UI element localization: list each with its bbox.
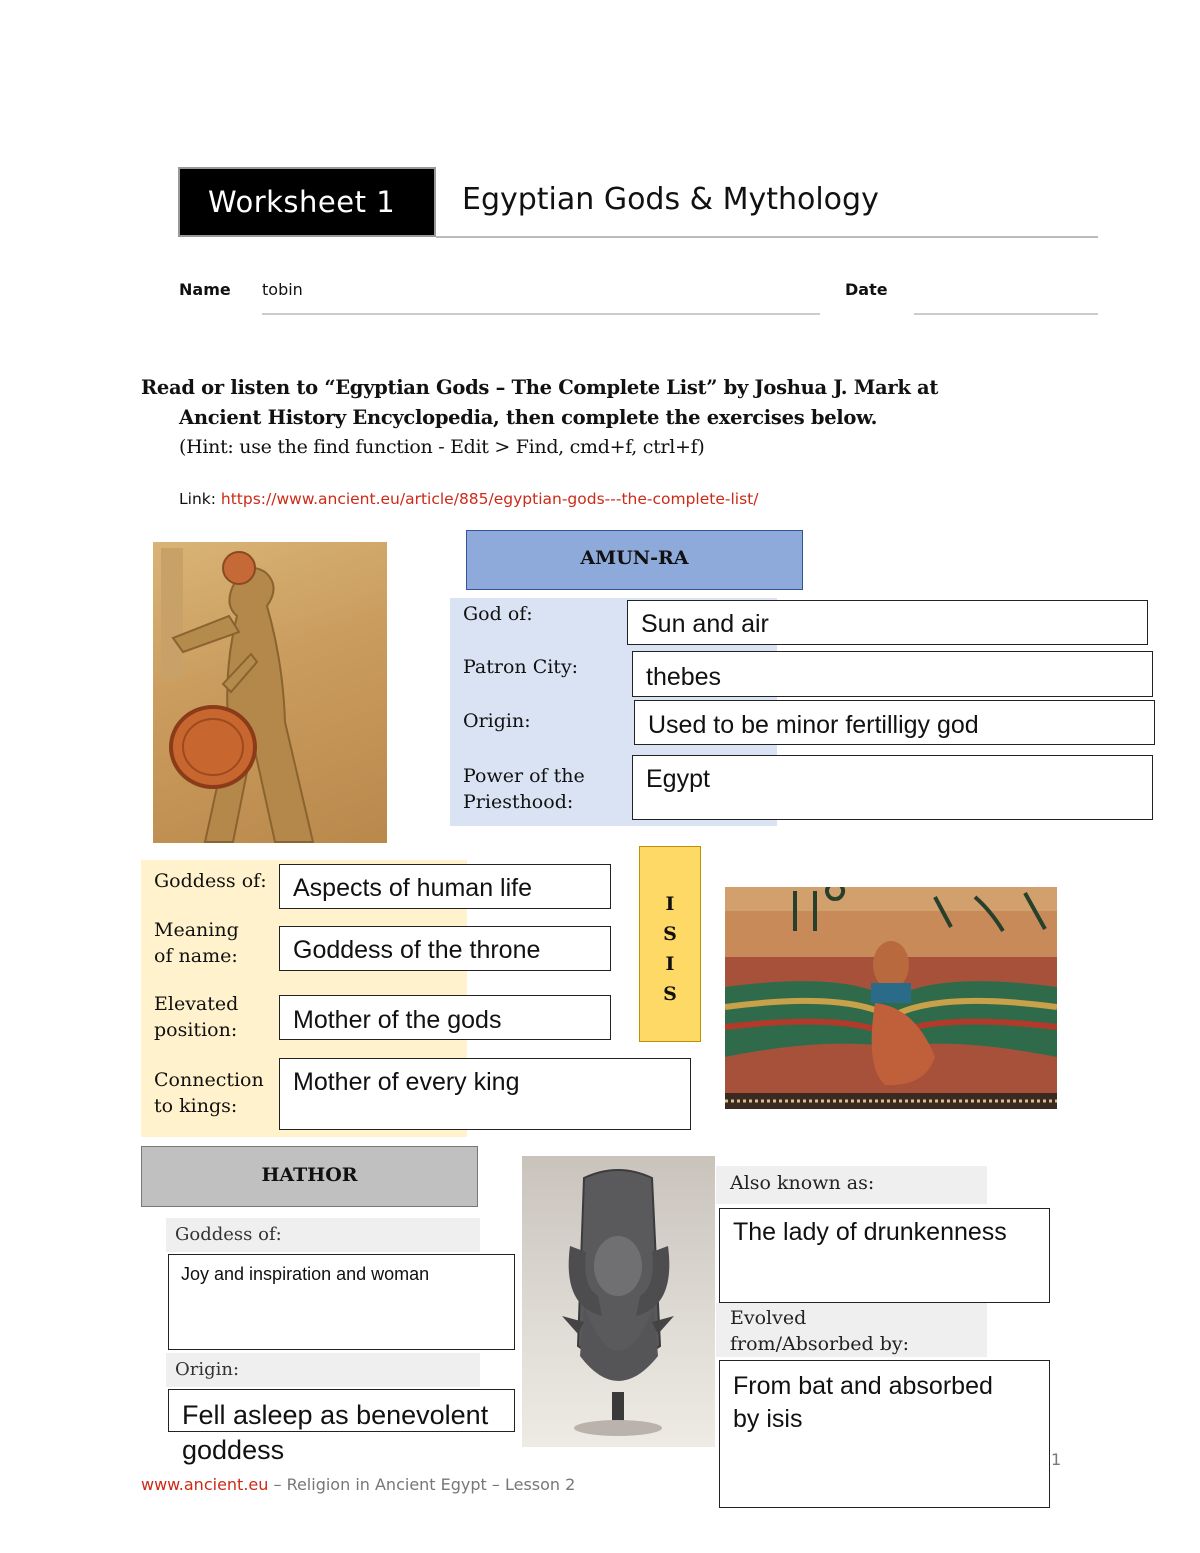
- isis-elevated-label-line-1: Elevated: [154, 993, 239, 1015]
- isis-connection-value: Mother of every king: [293, 1068, 520, 1096]
- amun-origin-value: Used to be minor fertilligy god: [648, 711, 979, 739]
- page-title: Egyptian Gods & Mythology: [462, 182, 879, 217]
- intro-line-1: Read or listen to “Egyptian Gods – The Complete List” by Joshua J. Mark at: [141, 376, 939, 399]
- hathor-origin-value-line-1: Fell asleep as benevolent: [182, 1400, 489, 1430]
- footer-site-link[interactable]: www.ancient.eu: [141, 1475, 269, 1494]
- isis-meaning-label: [154, 917, 239, 969]
- hathor-goddess-value: Joy and inspiration and woman: [181, 1264, 430, 1284]
- hathor-goddess-input[interactable]: [168, 1254, 515, 1350]
- amun-image: [153, 542, 387, 843]
- amun-power-label-line-1: Power of the: [463, 765, 585, 787]
- isis-meaning-label-line-1: Meaning: [154, 919, 239, 941]
- name-value: tobin: [262, 280, 303, 299]
- header-rule: [436, 236, 1098, 238]
- amun-title-box: [466, 530, 803, 590]
- amun-patron-value: thebes: [646, 663, 722, 691]
- thoth-relief-icon: [153, 542, 387, 843]
- amun-god-of-label: God of:: [463, 603, 533, 625]
- isis-connection-label-line-1: Connection: [154, 1069, 264, 1091]
- hathor-title-box: [141, 1146, 478, 1207]
- isis-connection-input[interactable]: [279, 1058, 691, 1130]
- isis-elevated-input[interactable]: [279, 995, 611, 1040]
- isis-image: [725, 887, 1057, 1109]
- hathor-evolved-value: [733, 1370, 993, 1436]
- hathor-origin-value: [182, 1398, 488, 1468]
- hathor-origin-value-line-2: goddess: [182, 1435, 285, 1465]
- isis-meaning-input[interactable]: [279, 926, 611, 971]
- isis-goddess-label: Goddess of:: [154, 870, 267, 892]
- amun-power-input[interactable]: [632, 755, 1153, 820]
- isis-elevated-label: [154, 991, 238, 1043]
- hathor-evolved-input[interactable]: [719, 1360, 1050, 1508]
- hathor-aka-value: The lady of drunkenness: [733, 1218, 1007, 1246]
- link-line: [179, 490, 758, 508]
- isis-goddess-value: Aspects of human life: [293, 874, 533, 902]
- amun-title: AMUN-RA: [580, 547, 689, 569]
- name-field[interactable]: [262, 276, 820, 315]
- amun-power-label: [463, 763, 585, 815]
- page-number: 1: [1051, 1450, 1062, 1469]
- hathor-evolved-label: [730, 1305, 909, 1357]
- isis-elevated-label-line-2: position:: [154, 1019, 238, 1041]
- isis-title-letter-2: S: [663, 923, 677, 945]
- isis-goddess-input[interactable]: [279, 864, 611, 909]
- hathor-aka-input[interactable]: [719, 1208, 1050, 1303]
- isis-connection-label: [154, 1067, 264, 1119]
- article-link[interactable]: https://www.ancient.eu/article/885/egyptian-gods---the-complete-list/: [220, 490, 759, 508]
- isis-meaning-value: Goddess of the throne: [293, 936, 541, 964]
- isis-title-letter-1: I: [665, 893, 675, 915]
- isis-painting-icon: [725, 887, 1057, 1109]
- isis-title-letter-3: I: [665, 953, 675, 975]
- isis-title-letter-4: S: [663, 983, 677, 1005]
- amun-origin-input[interactable]: [634, 700, 1155, 745]
- isis-connection-label-line-2: to kings:: [154, 1095, 238, 1117]
- hathor-aka-label: Also known as:: [730, 1172, 875, 1194]
- footer: [141, 1475, 575, 1494]
- amun-power-label-line-2: Priesthood:: [463, 791, 574, 813]
- hathor-title: HATHOR: [261, 1164, 358, 1186]
- amun-god-of-input[interactable]: [627, 600, 1148, 645]
- link-label: Link:: [179, 490, 221, 508]
- amun-god-of-value: Sun and air: [641, 610, 769, 638]
- amun-origin-label: Origin:: [463, 710, 531, 732]
- footer-text: – Religion in Ancient Egypt – Lesson 2: [268, 1475, 576, 1494]
- hathor-evolved-value-line-1: From bat and absorbed: [733, 1372, 993, 1400]
- hathor-evolved-label-line-1: Evolved: [730, 1307, 807, 1329]
- hathor-image: [522, 1156, 715, 1447]
- isis-elevated-value: Mother of the gods: [293, 1006, 502, 1034]
- isis-meaning-label-line-2: of name:: [154, 945, 238, 967]
- amun-power-value: Egypt: [646, 765, 710, 793]
- intro-line-2: Ancient History Encyclopedia, then complete the exercises below.: [179, 406, 878, 429]
- hathor-goddess-label: Goddess of:: [175, 1224, 282, 1245]
- isis-title-box: [639, 846, 701, 1042]
- name-label: Name: [179, 280, 231, 299]
- hathor-evolved-value-line-2: by isis: [733, 1405, 803, 1433]
- isis-title: [640, 889, 700, 1009]
- intro-hint: (Hint: use the find function - Edit > Find, cmd+f, ctrl+f): [179, 436, 705, 458]
- worksheet-label-box: [178, 167, 436, 237]
- hathor-statue-icon: [522, 1156, 715, 1447]
- date-label: Date: [845, 280, 888, 299]
- amun-patron-label: Patron City:: [463, 656, 579, 678]
- date-field[interactable]: [914, 276, 1098, 315]
- amun-patron-input[interactable]: [632, 651, 1153, 697]
- hathor-origin-label: Origin:: [175, 1359, 240, 1380]
- worksheet-label: Worksheet 1: [208, 185, 396, 219]
- hathor-evolved-label-line-2: from/Absorbed by:: [730, 1333, 910, 1355]
